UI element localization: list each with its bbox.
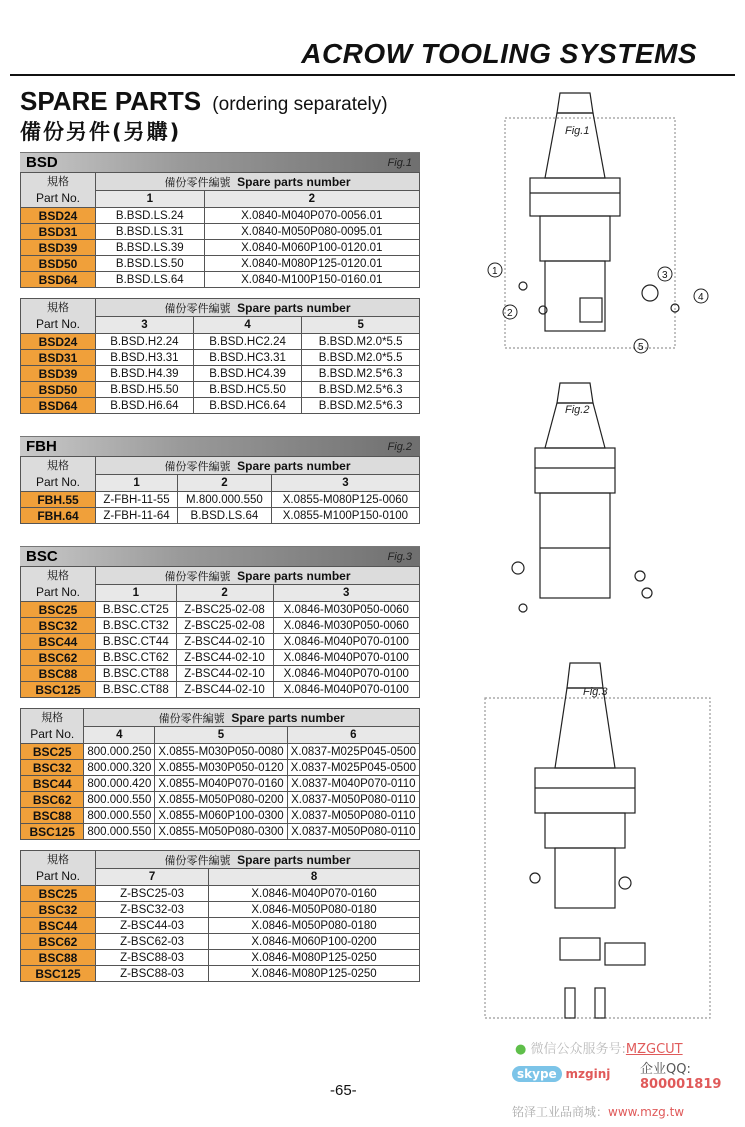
spare-part-code: X.0855-M050P080-0300 — [155, 824, 287, 840]
part-number: BSC88 — [21, 666, 96, 682]
column-number: 2 — [176, 585, 273, 602]
table-row — [21, 666, 420, 682]
spare-part-code: X.0855-M040P070-0160 — [155, 776, 287, 792]
part-number: FBH.55 — [21, 492, 96, 508]
column-number: 5 — [155, 727, 287, 744]
callout-4: 4 — [698, 292, 704, 303]
table-row — [21, 776, 420, 792]
watermark-shop: 铭泽工业品商城：www.mzg.tw — [512, 1105, 685, 1119]
spare-part-code: Z-BSC25-02-08 — [176, 618, 273, 634]
spare-part-code: X.0840-M040P070-0056.01 — [204, 208, 419, 224]
part-no-header: 規格 Part No. — [21, 851, 96, 886]
spare-parts-header: 備份零件編號 Spare parts number — [96, 457, 420, 475]
part-number: BSD64 — [21, 272, 96, 288]
spare-part-code: X.0837-M025P045-0500 — [287, 744, 419, 760]
spare-part-code: B.BSD.HC2.24 — [193, 334, 302, 350]
spare-part-code: X.0846-M040P070-0100 — [273, 634, 419, 650]
spare-part-code: X.0837-M050P080-0110 — [287, 792, 419, 808]
spare-part-code: Z-BSC44-02-10 — [176, 682, 273, 698]
section-bsd — [20, 152, 420, 414]
spare-part-code: X.0837-M050P080-0110 — [287, 808, 419, 824]
part-number: BSC25 — [21, 886, 96, 902]
table-row — [21, 208, 420, 224]
callout-2: 2 — [507, 308, 513, 319]
spare-part-code: B.BSD.HC6.64 — [193, 398, 302, 414]
watermark-qq: 企业QQ: 800001819 — [640, 1062, 722, 1092]
spare-part-code: X.0846-M050P080-0180 — [209, 902, 420, 918]
watermark-wechat: ● 微信公众服务号:MZGCUT — [515, 1042, 683, 1057]
wechat-id[interactable]: MZGCUT — [625, 1042, 683, 1057]
table-row — [21, 350, 420, 366]
part-number: BSD39 — [21, 240, 96, 256]
spare-part-code: Z-BSC44-02-10 — [176, 666, 273, 682]
spare-part-code: B.BSD.M2.5*6.3 — [302, 382, 420, 398]
shop-link[interactable]: www.mzg.tw — [608, 1105, 685, 1119]
column-number: 4 — [84, 727, 155, 744]
column-number: 8 — [209, 869, 420, 886]
part-no-header: 規格 Part No. — [21, 567, 96, 602]
column-number: 3 — [271, 475, 419, 492]
spare-parts-header: 備份零件編號 Spare parts number — [96, 299, 420, 317]
section-header — [20, 436, 420, 456]
part-number: BSD24 — [21, 334, 96, 350]
spare-parts-table — [20, 298, 420, 414]
table-row — [21, 744, 420, 760]
column-number: 5 — [302, 317, 420, 334]
part-number: BSC62 — [21, 792, 84, 808]
table-row — [21, 634, 420, 650]
part-no-header: 規格 Part No. — [21, 457, 96, 492]
column-number: 7 — [96, 869, 209, 886]
table-row — [21, 760, 420, 776]
spare-parts-header: 備份零件編號 Spare parts number — [96, 851, 420, 869]
fig3-drawing — [485, 663, 710, 1018]
drawings-svg — [465, 88, 730, 1038]
column-number: 2 — [204, 191, 419, 208]
table-row — [21, 886, 420, 902]
fig1-drawing — [505, 93, 679, 348]
spare-part-code: X.0840-M050P080-0095.01 — [204, 224, 419, 240]
skype-icon: skype — [512, 1066, 562, 1082]
table-row — [21, 366, 420, 382]
table-row — [21, 272, 420, 288]
spare-part-code: Z-BSC32-03 — [96, 902, 209, 918]
section-header — [20, 546, 420, 566]
spare-part-code: Z-BSC88-03 — [96, 950, 209, 966]
skype-id: mzginj — [565, 1067, 611, 1081]
spare-parts-header: 備份零件編號 Spare parts number — [84, 709, 420, 727]
part-number: BSC32 — [21, 760, 84, 776]
spare-part-code: Z-BSC25-03 — [96, 886, 209, 902]
spare-part-code: B.BSD.H3.31 — [96, 350, 194, 366]
table-row — [21, 224, 420, 240]
spare-part-code: B.BSD.M2.0*5.5 — [302, 334, 420, 350]
spare-part-code: B.BSC.CT88 — [96, 666, 177, 682]
spare-part-code: X.0855-M060P100-0300 — [155, 808, 287, 824]
table-row — [21, 240, 420, 256]
table-row — [21, 966, 420, 982]
spare-part-code: X.0846-M050P080-0180 — [209, 918, 420, 934]
column-number: 4 — [193, 317, 302, 334]
spare-part-code: X.0837-M025P045-0500 — [287, 760, 419, 776]
part-number: BSC44 — [21, 776, 84, 792]
fig2-label: Fig.2 — [565, 404, 590, 416]
spare-part-code: B.BSD.H4.39 — [96, 366, 194, 382]
spare-part-code: Z-BSC25-02-08 — [176, 602, 273, 618]
section-name: BSC — [26, 548, 58, 565]
technical-drawings — [465, 88, 730, 1038]
spare-part-code: B.BSD.H5.50 — [96, 382, 194, 398]
spare-part-code: Z-FBH-11-64 — [96, 508, 178, 524]
spare-part-code: B.BSD.M2.0*5.5 — [302, 350, 420, 366]
spare-part-code: X.0855-M050P080-0200 — [155, 792, 287, 808]
spare-part-code: Z-FBH-11-55 — [96, 492, 178, 508]
spare-part-code: B.BSC.CT44 — [96, 634, 177, 650]
fig-reference: Fig.3 — [387, 550, 412, 563]
spare-part-code: 800.000.550 — [84, 808, 155, 824]
spare-part-code: X.0846-M040P070-0100 — [273, 682, 419, 698]
table-row — [21, 398, 420, 414]
spare-part-code: B.BSD.LS.64 — [178, 508, 272, 524]
spare-parts-table — [20, 566, 420, 698]
table-row — [21, 382, 420, 398]
part-number: BSC44 — [21, 918, 96, 934]
column-number: 3 — [96, 317, 194, 334]
spare-part-code: Z-BSC44-03 — [96, 918, 209, 934]
fig1-label: Fig.1 — [565, 125, 590, 137]
header-rule — [10, 74, 735, 76]
spare-part-code: X.0846-M030P050-0060 — [273, 618, 419, 634]
spare-part-code: B.BSD.LS.39 — [96, 240, 205, 256]
table-row — [21, 902, 420, 918]
column-number: 3 — [273, 585, 419, 602]
table-row — [21, 824, 420, 840]
part-number: FBH.64 — [21, 508, 96, 524]
spare-parts-table — [20, 456, 420, 524]
part-number: BSC125 — [21, 966, 96, 982]
part-number: BSC62 — [21, 934, 96, 950]
spare-parts-table — [20, 708, 420, 840]
callout-5: 5 — [638, 342, 644, 353]
fig-reference: Fig.2 — [387, 440, 412, 453]
page-number: -65- — [330, 1082, 357, 1099]
spare-part-code: B.BSC.CT25 — [96, 602, 177, 618]
spare-part-code: B.BSD.M2.5*6.3 — [302, 398, 420, 414]
spare-part-code: B.BSC.CT88 — [96, 682, 177, 698]
spare-part-code: X.0855-M030P050-0120 — [155, 760, 287, 776]
spare-part-code: M.800.000.550 — [178, 492, 272, 508]
spare-part-code: 800.000.420 — [84, 776, 155, 792]
spare-part-code: X.0846-M080P125-0250 — [209, 966, 420, 982]
table-row — [21, 492, 420, 508]
spare-part-code: X.0846-M080P125-0250 — [209, 950, 420, 966]
spare-parts-header: 備份零件編號 Spare parts number — [96, 567, 420, 585]
table-row — [21, 918, 420, 934]
part-number: BSC88 — [21, 950, 96, 966]
part-number: BSD64 — [21, 398, 96, 414]
spare-part-code: X.0840-M060P100-0120.01 — [204, 240, 419, 256]
callout-1: 1 — [492, 266, 498, 277]
part-number: BSC25 — [21, 602, 96, 618]
part-number: BSC125 — [21, 682, 96, 698]
spare-part-code: X.0837-M040P070-0110 — [287, 776, 419, 792]
spare-part-code: X.0846-M030P050-0060 — [273, 602, 419, 618]
title-main: SPARE PARTS — [20, 86, 202, 116]
part-number: BSC125 — [21, 824, 84, 840]
part-number: BSC32 — [21, 902, 96, 918]
section-name: BSD — [26, 154, 58, 171]
spare-part-code: Z-BSC44-02-10 — [176, 650, 273, 666]
callout-3: 3 — [662, 270, 668, 281]
spare-part-code: X.0840-M080P125-0120.01 — [204, 256, 419, 272]
wechat-icon: ● — [515, 1042, 527, 1057]
table-row — [21, 682, 420, 698]
part-no-header: 規格 Part No. — [21, 299, 96, 334]
spare-part-code: 800.000.550 — [84, 824, 155, 840]
table-row — [21, 508, 420, 524]
table-row — [21, 602, 420, 618]
spare-part-code: B.BSD.HC3.31 — [193, 350, 302, 366]
spare-part-code: X.0855-M100P150-0100 — [271, 508, 419, 524]
spare-parts-tables — [20, 152, 420, 996]
column-number: 1 — [96, 191, 205, 208]
spare-part-code: B.BSD.H6.64 — [96, 398, 194, 414]
column-number: 2 — [178, 475, 272, 492]
part-number: BSD31 — [21, 224, 96, 240]
part-number: BSC44 — [21, 634, 96, 650]
page-title — [20, 86, 388, 117]
part-number: BSD31 — [21, 350, 96, 366]
section-bsc — [20, 546, 420, 982]
section-fbh — [20, 436, 420, 524]
table-row — [21, 792, 420, 808]
spare-part-code: B.BSD.LS.64 — [96, 272, 205, 288]
fig-reference: Fig.1 — [387, 156, 412, 169]
title-sub: (ordering separately) — [212, 94, 388, 115]
spare-part-code: X.0855-M030P050-0080 — [155, 744, 287, 760]
column-number: 6 — [287, 727, 419, 744]
column-number: 1 — [96, 585, 177, 602]
spare-part-code: B.BSD.HC4.39 — [193, 366, 302, 382]
table-row — [21, 808, 420, 824]
section-header — [20, 152, 420, 172]
part-number: BSD39 — [21, 366, 96, 382]
spare-part-code: X.0846-M060P100-0200 — [209, 934, 420, 950]
spare-part-code: B.BSC.CT32 — [96, 618, 177, 634]
chinese-title: 備份另件(另購) — [20, 120, 182, 144]
spare-part-code: X.0837-M050P080-0110 — [287, 824, 419, 840]
table-row — [21, 950, 420, 966]
spare-part-code: B.BSD.M2.5*6.3 — [302, 366, 420, 382]
part-number: BSD24 — [21, 208, 96, 224]
spare-parts-header: 備份零件編號 Spare parts number — [96, 173, 420, 191]
part-no-header: 規格 Part No. — [21, 709, 84, 744]
spare-part-code: X.0840-M100P150-0160.01 — [204, 272, 419, 288]
watermark-skype — [512, 1067, 610, 1081]
fig2-drawing — [512, 383, 652, 612]
spare-part-code: X.0855-M080P125-0060 — [271, 492, 419, 508]
spare-part-code: 800.000.250 — [84, 744, 155, 760]
spare-part-code: 800.000.550 — [84, 792, 155, 808]
spare-part-code: B.BSD.LS.31 — [96, 224, 205, 240]
spare-part-code: B.BSD.LS.50 — [96, 256, 205, 272]
spare-part-code: B.BSC.CT62 — [96, 650, 177, 666]
table-row — [21, 650, 420, 666]
spare-part-code: X.0846-M040P070-0160 — [209, 886, 420, 902]
spare-part-code: X.0846-M040P070-0100 — [273, 650, 419, 666]
column-number: 1 — [96, 475, 178, 492]
spare-part-code: X.0846-M040P070-0100 — [273, 666, 419, 682]
part-number: BSD50 — [21, 256, 96, 272]
spare-part-code: B.BSD.LS.24 — [96, 208, 205, 224]
spare-part-code: B.BSD.H2.24 — [96, 334, 194, 350]
part-number: BSC62 — [21, 650, 96, 666]
part-no-header: 規格 Part No. — [21, 173, 96, 208]
spare-part-code: 800.000.320 — [84, 760, 155, 776]
table-row — [21, 934, 420, 950]
spare-parts-table — [20, 172, 420, 288]
fig3-label: Fig.3 — [583, 686, 608, 698]
brand-title: ACROW TOOLING SYSTEMS — [301, 38, 697, 69]
spare-part-code: Z-BSC88-03 — [96, 966, 209, 982]
spare-part-code: B.BSD.HC5.50 — [193, 382, 302, 398]
spare-parts-table — [20, 850, 420, 982]
section-name: FBH — [26, 438, 57, 455]
part-number: BSC25 — [21, 744, 84, 760]
table-row — [21, 334, 420, 350]
part-number: BSD50 — [21, 382, 96, 398]
part-number: BSC88 — [21, 808, 84, 824]
table-row — [21, 256, 420, 272]
part-number: BSC32 — [21, 618, 96, 634]
table-row — [21, 618, 420, 634]
spare-part-code: Z-BSC44-02-10 — [176, 634, 273, 650]
spare-part-code: Z-BSC62-03 — [96, 934, 209, 950]
